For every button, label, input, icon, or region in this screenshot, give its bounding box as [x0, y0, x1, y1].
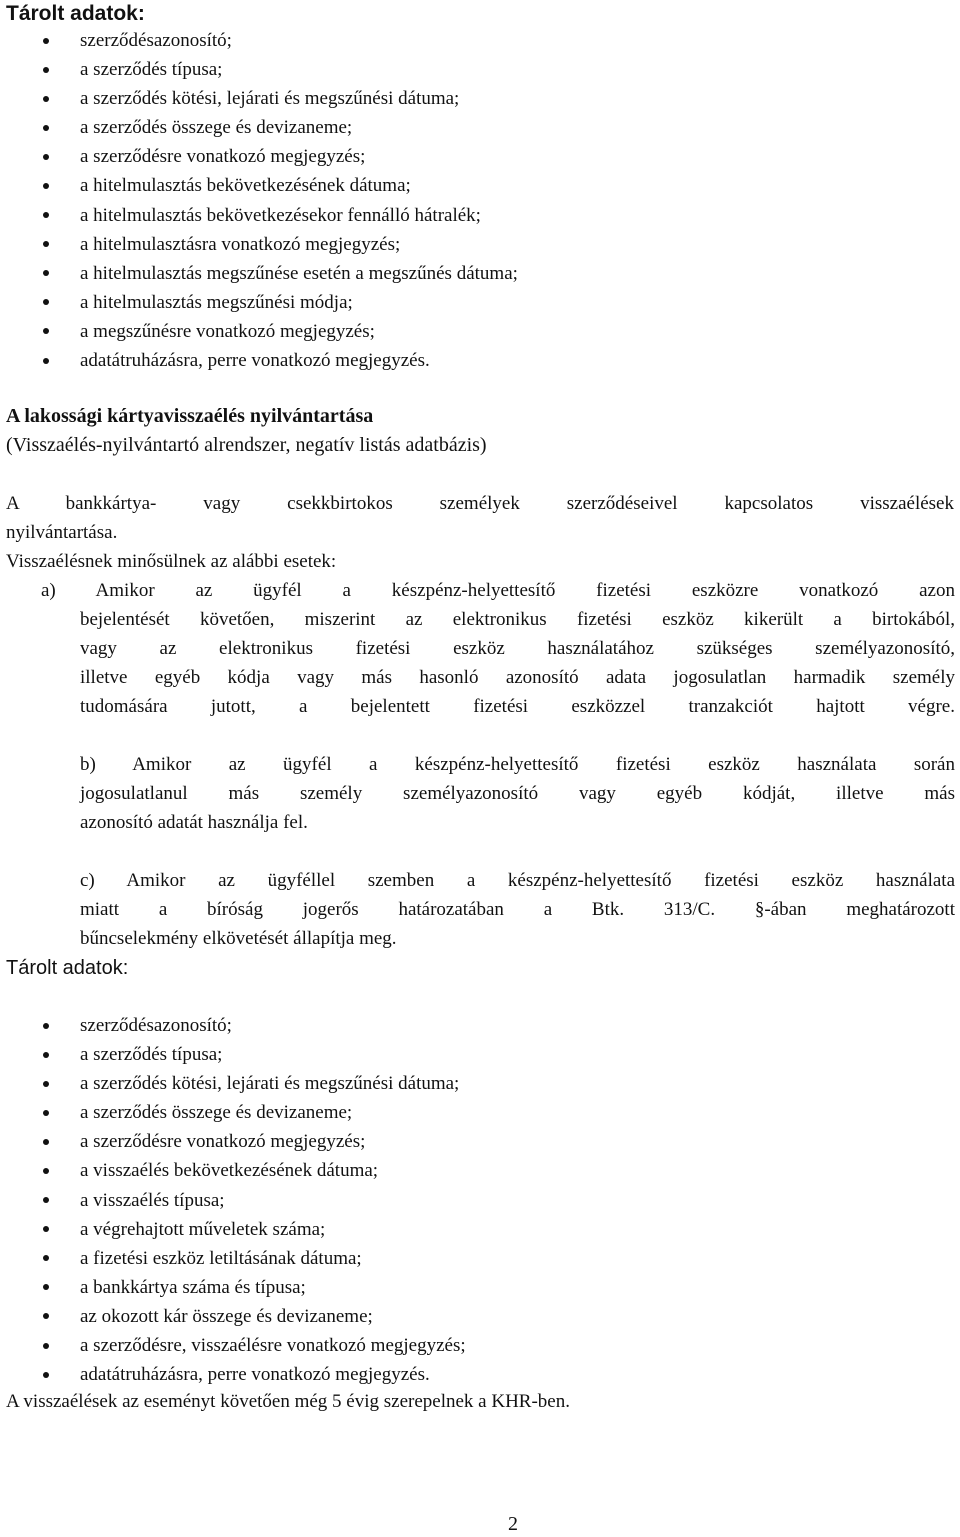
bullet-icon	[43, 1284, 49, 1290]
paragraph-line: nyilvántartása.	[6, 522, 118, 543]
bullet-icon	[43, 358, 49, 364]
cases-intro: Visszaélésnek minősülnek az alábbi esetek:	[6, 551, 337, 572]
list-item	[0, 1244, 940, 1273]
bullet-icon	[43, 1139, 49, 1145]
list-item-text: a szerződés típusa;	[80, 1044, 223, 1066]
list-item-text: a szerződés összege és devizaneme;	[80, 1102, 353, 1124]
list-item-text: a fizetési eszköz letiltásának dátuma;	[80, 1247, 362, 1269]
list-item	[0, 1360, 940, 1389]
list-item	[0, 230, 940, 259]
list-item-text: szerződésazonosító;	[80, 1015, 232, 1036]
case-b-paragraph	[80, 750, 955, 837]
bullet-icon	[43, 328, 49, 334]
list-item	[0, 171, 940, 200]
stored-data-list	[0, 26, 940, 375]
list-item	[0, 1069, 940, 1098]
stored-data-list	[0, 1011, 940, 1389]
list-item-text: a szerződés kötési, lejárati és megszűnési dátuma;	[80, 88, 460, 110]
list-item-text: a hitelmulasztás bekövetkezésének dátuma;	[80, 175, 411, 197]
list-item-text: a végrehajtott műveletek száma;	[80, 1218, 326, 1240]
bullet-icon	[43, 125, 49, 131]
bullet-icon	[43, 1110, 49, 1116]
bullet-icon	[43, 270, 49, 276]
list-item	[0, 346, 940, 375]
paragraph-line: a) Amikor az ügyfél a készpénz-helyettesítő fizetési eszközre vonatkozó azon	[41, 580, 955, 601]
bullet-icon	[43, 299, 49, 305]
list-item	[0, 1127, 940, 1156]
list-item	[0, 113, 940, 142]
paragraph-line: bűncselekmény elkövetését állapítja meg.	[80, 928, 397, 949]
list-item-text: a szerződésre, visszaélésre vonatkozó megjegyzés;	[80, 1335, 466, 1357]
list-item-text: a szerződésre vonatkozó megjegyzés;	[80, 1131, 366, 1153]
list-item-text: a visszaélés bekövetkezésének dátuma;	[80, 1160, 379, 1182]
list-item	[0, 288, 940, 317]
bullet-icon	[43, 212, 49, 218]
list-item-text: adatátruházásra, perre vonatkozó megjegyzés.	[80, 1364, 430, 1386]
list-item-text: a hitelmulasztás bekövetkezésekor fennálló hátralék;	[80, 204, 481, 226]
paragraph-line: miatt a bíróság jogerős határozatában a Btk. 313/C. §-ában meghatározott	[80, 899, 955, 920]
list-item	[0, 259, 940, 288]
list-item-text: a szerződés összege és devizaneme;	[80, 117, 353, 139]
list-item	[0, 84, 940, 113]
list-item	[0, 1273, 940, 1302]
paragraph-line: bejelentését követően, miszerint az elektronikus fizetési eszköz kikerült a birtokából,	[80, 609, 955, 630]
list-item	[0, 55, 940, 84]
case-a-paragraph	[80, 605, 955, 721]
bullet-icon	[43, 1023, 49, 1029]
list-item-text: a visszaélés típusa;	[80, 1189, 225, 1211]
list-item	[0, 1302, 940, 1331]
list-item	[0, 1186, 940, 1215]
list-item	[0, 1011, 940, 1040]
paragraph-line: vagy az elektronikus fizetési eszköz használatához szükséges személyazonosító,	[80, 638, 955, 659]
paragraph-line: jogosulatlanul más személy személyazonosító vagy egyéb kódját, illetve más	[80, 783, 955, 804]
case-a-first-line	[41, 576, 955, 605]
list-item	[0, 26, 940, 55]
paragraph-line: tudomására jutott, a bejelentett fizetési eszközzel tranzakciót hajtott végre.	[80, 696, 955, 717]
bullet-icon	[43, 1226, 49, 1232]
list-item	[0, 1331, 940, 1360]
section-heading: Tárolt adatok:	[6, 2, 145, 25]
bullet-icon	[43, 67, 49, 73]
bullet-icon	[43, 241, 49, 247]
paragraph-line: c) Amikor az ügyféllel szemben a készpénz-helyettesítő fizetési eszköz használata	[80, 870, 955, 891]
paragraph-line: A bankkártya- vagy csekkbirtokos személyek szerződéseivel kapcsolatos visszaélések	[6, 493, 954, 514]
page-number: 2	[508, 1513, 518, 1535]
bullet-icon	[43, 1255, 49, 1261]
list-item	[0, 317, 940, 346]
list-item-text: a szerződésre vonatkozó megjegyzés;	[80, 146, 366, 168]
closing-sentence: A visszaélések az eseményt követően még 5 évig szerepelnek a KHR-ben.	[6, 1391, 570, 1412]
bullet-icon	[43, 1343, 49, 1349]
intro-paragraph	[6, 489, 954, 547]
list-item	[0, 1215, 940, 1244]
list-item	[0, 1156, 940, 1185]
bullet-icon	[43, 154, 49, 160]
list-item-text: a hitelmulasztás megszűnési módja;	[80, 291, 353, 313]
list-item	[0, 1098, 940, 1127]
bullet-icon	[43, 1168, 49, 1174]
list-item	[0, 201, 940, 230]
bullet-icon	[43, 1052, 49, 1058]
list-item-text: adatátruházásra, perre vonatkozó megjegyzés.	[80, 350, 430, 372]
list-item	[0, 1040, 940, 1069]
list-item-text: a hitelmulasztás megszűnése esetén a megszűnés dátuma;	[80, 262, 518, 284]
list-item-text: a szerződés kötési, lejárati és megszűnési dátuma;	[80, 1073, 460, 1095]
bullet-icon	[43, 96, 49, 102]
paragraph-line: illetve egyéb kódja vagy más hasonló azonosító adata jogosulatlan harmadik személy	[80, 667, 955, 688]
list-item-text: szerződésazonosító;	[80, 30, 232, 51]
bullet-icon	[43, 1197, 49, 1203]
bullet-icon	[43, 1081, 49, 1087]
bullet-icon	[43, 1372, 49, 1378]
list-item-text: az okozott kár összege és devizaneme;	[80, 1305, 373, 1327]
list-item-text: a bankkártya száma és típusa;	[80, 1276, 306, 1298]
list-item	[0, 142, 940, 171]
bullet-icon	[43, 183, 49, 189]
bullet-icon	[43, 38, 49, 44]
section-heading: Tárolt adatok:	[6, 957, 129, 979]
list-item-text: a megszűnésre vonatkozó megjegyzés;	[80, 320, 375, 342]
section-subtitle: (Visszaélés-nyilvántartó alrendszer, negatív listás adatbázis)	[6, 434, 487, 456]
list-item-text: a hitelmulasztásra vonatkozó megjegyzés;	[80, 233, 401, 255]
paragraph-line: azonosító adatát használja fel.	[80, 812, 308, 833]
paragraph-line: b) Amikor az ügyfél a készpénz-helyettesítő fizetési eszköz használata során	[80, 754, 955, 775]
section-title: A lakossági kártyavisszaélés nyilvántartása	[6, 405, 374, 427]
bullet-icon	[43, 1313, 49, 1319]
case-c-paragraph	[80, 866, 955, 953]
list-item-text: a szerződés típusa;	[80, 59, 223, 81]
